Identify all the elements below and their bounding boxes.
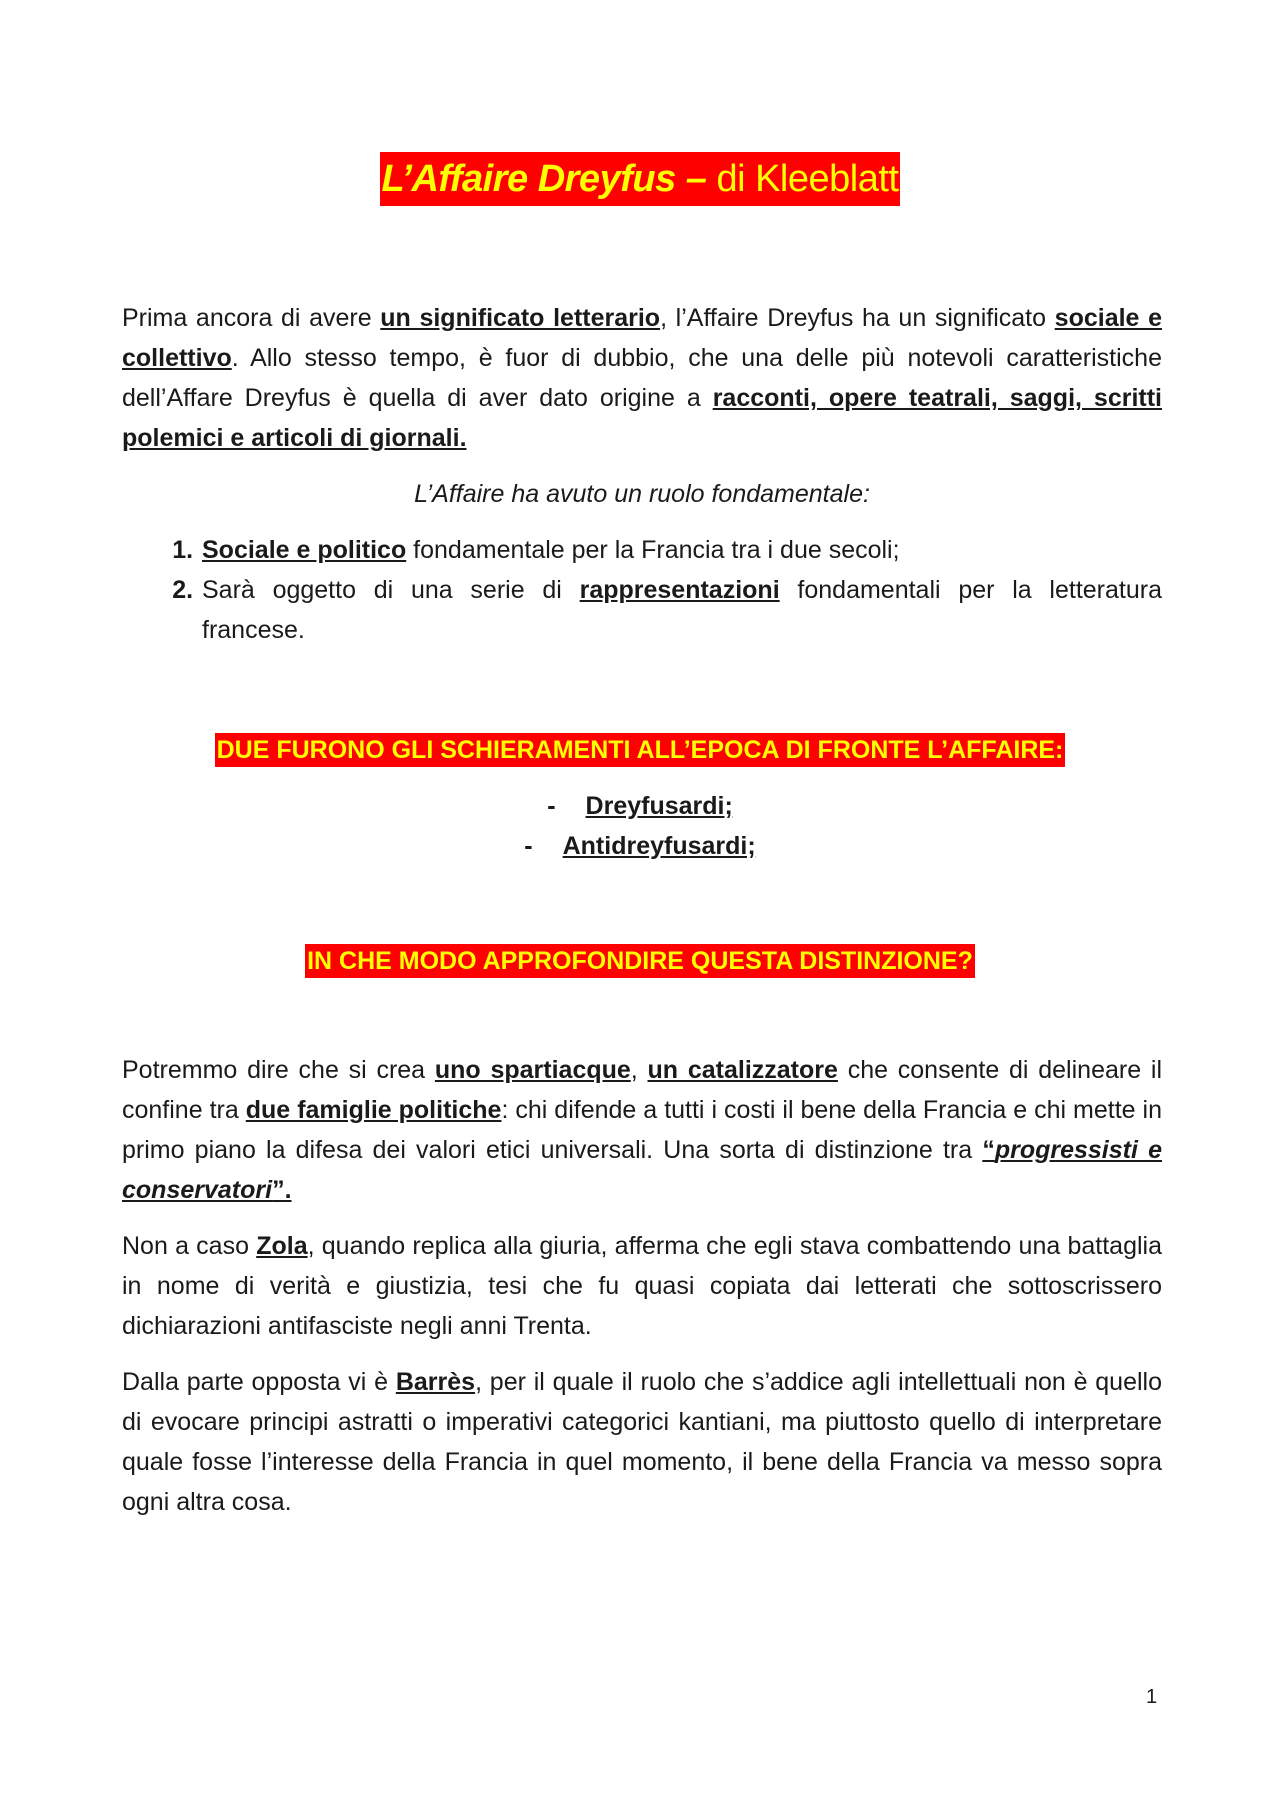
list-item	[200, 530, 1162, 570]
side-antidreyfusardi: Antidreyfusardi;	[562, 832, 756, 860]
sides-list	[0, 786, 1280, 866]
text: Prima ancora di avere	[122, 304, 381, 332]
role-intro: L’Affaire ha avuto un ruolo fondamentale:	[414, 480, 870, 508]
page-number: 1	[1146, 1686, 1158, 1708]
emphasis: sociale e collettivo	[122, 304, 1162, 372]
intro-section	[122, 298, 1162, 650]
section-banner-question: IN CHE MODO APPROFONDIRE QUESTA DISTINZIONE?	[305, 944, 975, 978]
dash-bullet: -	[524, 832, 533, 860]
emphasis: due famiglie politiche	[245, 1096, 502, 1124]
text: fondamentale per la Francia tra i due secoli;	[406, 536, 900, 564]
emphasis: Sociale e politico	[202, 536, 407, 564]
emphasis: un significato letterario	[380, 304, 661, 332]
title-italic: L’Affaire Dreyfus –	[381, 158, 707, 200]
text: , quando replica alla giuria, afferma che egli stava combattendo una battaglia in nome di verità e giustizia, tesi che fu quasi copiata dai letterati che sottoscrissero dichiarazioni antifasciste negli anni Trenta.	[122, 1232, 1162, 1340]
emphasis: un catalizzatore	[647, 1056, 838, 1084]
paragraph-zola	[122, 1226, 1162, 1346]
title-rest: di Kleeblatt	[706, 158, 899, 200]
text: : chi difende a tutti i costi il bene della Francia e chi mette in primo piano la difesa dei valori etici universali. Una sorta di distinzione tra	[122, 1096, 1163, 1164]
analysis-section	[122, 1050, 1162, 1538]
roles-list	[122, 530, 1162, 650]
emphasis: rappresentazioni	[579, 576, 780, 604]
text: Dalla parte opposta vi è	[122, 1368, 396, 1396]
text: . Allo stesso tempo, è fuor di dubbio, che una delle più notevoli caratteristiche dell’Affare Dreyfus è quella di aver dato origine a	[122, 344, 1162, 412]
text: Sarà oggetto di una serie di	[202, 576, 580, 604]
text: ,	[630, 1056, 648, 1084]
section-banner-sides: DUE FURONO GLI SCHIERAMENTI ALL’EPOCA DI FRONTE L’AFFAIRE:	[215, 733, 1066, 767]
paragraph-intro	[122, 298, 1162, 458]
list-item	[0, 826, 1280, 866]
dash-bullet: -	[547, 792, 556, 820]
text: Potremmo dire che si crea	[122, 1056, 435, 1084]
emphasis: Zola	[256, 1232, 308, 1260]
side-dreyfusardi: Dreyfusardi;	[585, 792, 733, 820]
list-item	[0, 786, 1280, 826]
text: Non a caso	[122, 1232, 257, 1260]
emphasis-italic: progressisti e conservatori	[122, 1136, 1163, 1204]
text: , l’Affaire Dreyfus ha un significato	[660, 304, 1055, 332]
text: , per il quale il ruolo che s’addice agli intellettuali non è quello di evocare principi astratti o imperativi categorici kantiani, ma piuttosto quello di interpretare quale fosse l’interesse della Francia in quel momento, il bene della Francia va messo sopra ogni altra cosa.	[122, 1368, 1162, 1516]
paragraph-barres	[122, 1362, 1162, 1522]
quote-mark: “	[982, 1136, 995, 1164]
quote-mark: ”.	[272, 1176, 292, 1204]
document-title	[380, 152, 901, 206]
banner-wrapper	[0, 733, 1280, 767]
title-wrapper	[0, 152, 1280, 206]
text: che consente di delineare il confine tra	[122, 1056, 1162, 1124]
paragraph-spartiacque	[122, 1050, 1162, 1210]
banner-wrapper	[0, 944, 1280, 978]
emphasis: racconti, opere teatrali, saggi, scritti polemici e articoli di giornali.	[122, 384, 1162, 452]
text: fondamentali per la letteratura francese.	[202, 576, 1162, 644]
emphasis: uno spartiacque	[434, 1056, 631, 1084]
list-item	[200, 570, 1162, 650]
emphasis: Barrès	[395, 1368, 476, 1396]
